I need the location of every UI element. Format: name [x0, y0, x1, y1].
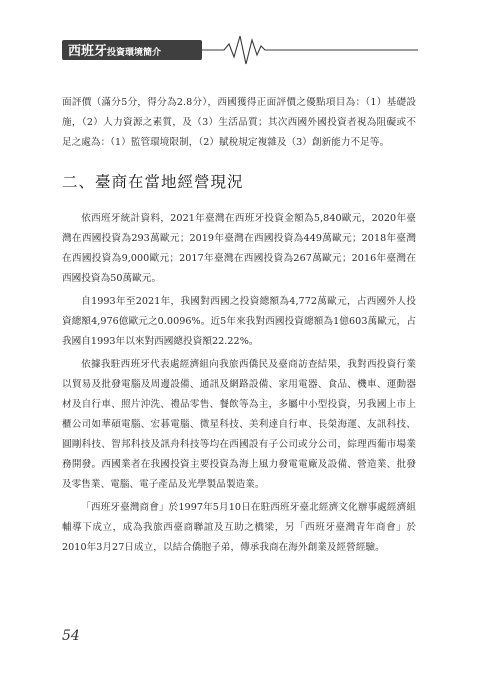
paragraph-investment-stats: 依西班牙統計資料，2021年臺灣在西班牙投資金額為5,840歐元，2020年臺灣在西國投資為293萬歐元；2019年臺灣在西國投資為449萬歐元；2018年臺灣在西國投資為9,000歐元；2017年臺灣在西國投資為267萬歐元；2016年臺灣在西國投資為50萬歐元。: [62, 213, 416, 284]
paragraph-evaluation: 面評價（滿分5分，得分為2.8分），西國獲得正面評價之優點項目為：（1）基礎設施，（2）人力資源之素質，及（3）生活品質；其次西國外國投資者視為阻礙或不足之處為：（1）監管環境限制，（2）賦稅規定複雜及（3）創新能力不足等。: [62, 97, 416, 148]
paragraph-chamber: 「西班牙臺灣商會」於1997年5月10日在駐西班牙臺北經濟文化辦事處經濟組輔導下成立，成為我旅西臺商聯誼及互助之橋梁，另「西班牙臺灣青年商會」於2010年3月27日成立，以結合僑胞子弟，傳承我商在海外創業及經營經驗。: [62, 502, 416, 553]
paragraph-industry: 依據我駐西班牙代表處經濟組向我旅西僑民及臺商訪查結果，我對西投資行業以貿易及批發電腦及周邊設備、通訊及網路設備、家用電器、食品、機車、運動器材及自行車、照片沖洗、禮品零售、餐飲等為主，多屬中小型投資，另我國上市上櫃公司如華碩電腦、宏碁電腦、微星科技、美利達自行車、長榮海運、友訊科技、圓剛科技、智邦科技及訊舟科技等均在西國設有子公司或分公司，綜理西葡市場業務開發。西國業者在我國投資主要投資為海上風力發電電廠及設備、營造業、批發及零售業、電腦、電子產品及光學製品製造業。: [62, 359, 416, 490]
header-title-sub: 投資環境簡介: [107, 48, 162, 58]
page-body: [62, 93, 416, 558]
section-heading: 二、臺商在當地經營現況: [62, 173, 244, 191]
page-header: [0, 0, 480, 70]
header-heartbeat-line-icon: [0, 0, 480, 70]
header-title-main: 西班牙: [68, 44, 108, 59]
page-number: 54: [62, 628, 80, 644]
paragraph-investment-total: 自1993年至2021年，我國對西國之投資總額為4,772萬歐元，占西國外人投資總額4,976億歐元之0.0096%。近5年來我對西國投資總額為1億603萬歐元，占我國自1993年以來對西國總投資額22.22%。: [62, 296, 416, 347]
